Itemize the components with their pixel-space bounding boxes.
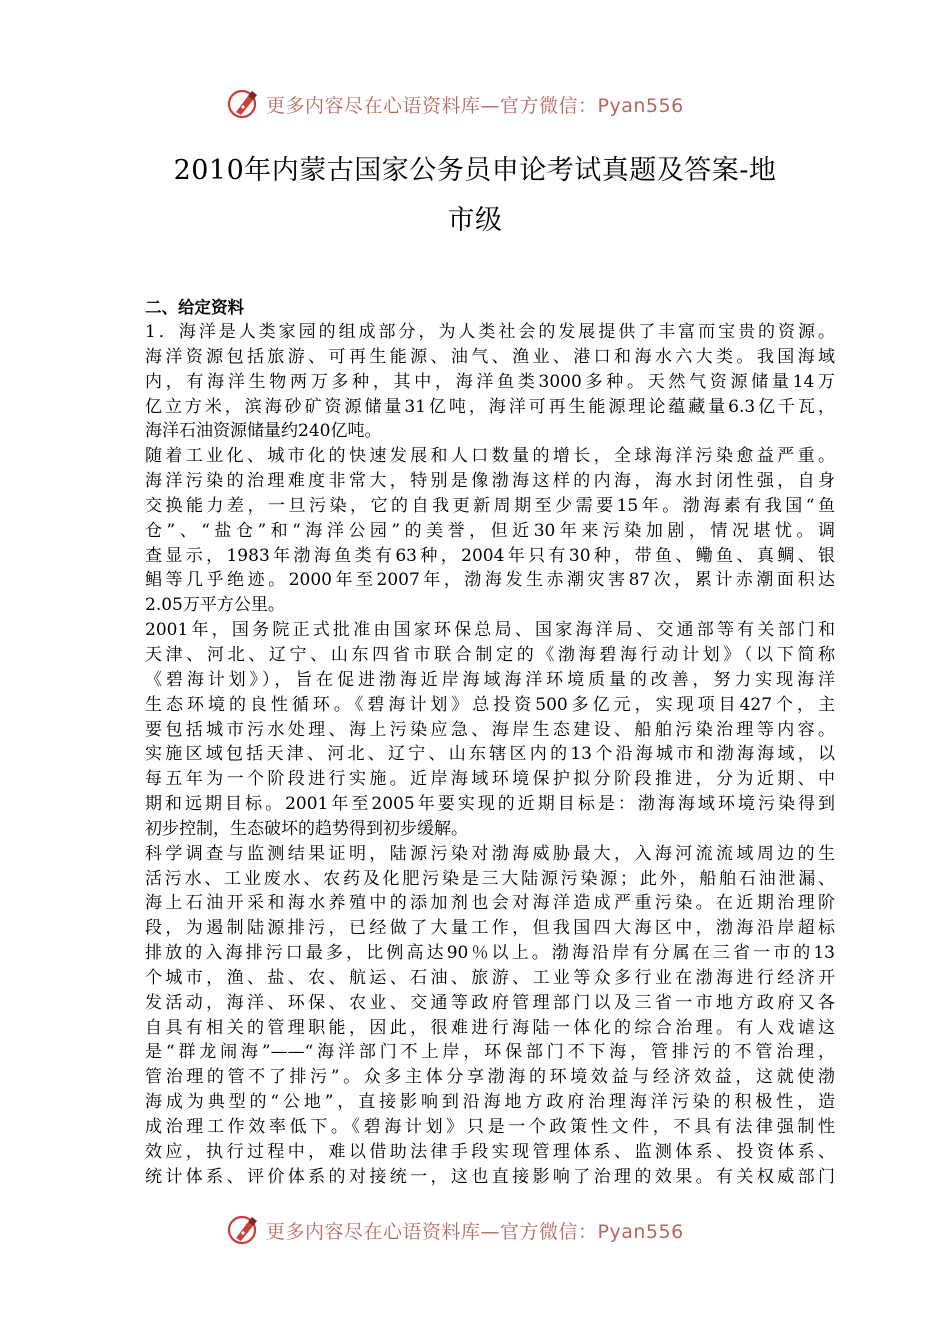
pen-nib-logo-icon — [226, 1212, 262, 1248]
document-title-line-2: 市级 — [447, 205, 503, 236]
text-line: 期和远期目标。2001年至2005年要实现的近期目标是：渤海海域环境污染得到 — [145, 794, 835, 815]
text-line: 1．海洋是人类家园的组成部分，为人类社会的发展提供了丰富而宝贵的资源。 — [145, 322, 835, 342]
watermark-text: 更多内容尽在心语资料库—官方微信：Pyan556 — [266, 1220, 684, 1243]
text-line: 成治理工作效率低下。《碧海计划》只是一个政策性文件，不具有法律强制性 — [145, 1117, 835, 1137]
text-line: 亿立方米，滨海砂矿资源储量31亿吨，海洋可再生能源理论蕴藏量6.3亿千瓦， — [145, 396, 835, 417]
text-line: 个城市，渔、盐、农、航运、石油、旅游、工业等众多行业在渤海进行经济开 — [145, 967, 835, 988]
pen-nib-logo-icon — [226, 86, 262, 122]
text-line: 活污水、工业废水、农药及化肥污染是三大陆源污染源；此外，船舶石油泄漏、 — [145, 868, 835, 889]
text-line: 发活动，海洋、环保、农业、交通等政府管理部门以及三省一市地方政府又各 — [145, 992, 835, 1013]
text-line: 要包括城市污水处理、海上污染应急、海岸生态建设、船舶污染治理等内容。 — [145, 719, 835, 740]
text-line: 海洋石油资源储量约240亿吨。 — [145, 421, 382, 442]
text-line: 生态环境的良性循环。《碧海计划》总投资500多亿元，实现项目427个，主 — [145, 694, 835, 715]
text-line: 是“群龙闹海”——“海洋部门不上岸，环保部门不下海，管排污的不管治理， — [145, 1042, 835, 1063]
text-line: 初步控制，生态破坏的趋势得到初步缓解。 — [145, 818, 468, 839]
text-line: 2.05万平方公里。 — [145, 595, 285, 616]
text-line: 统计体系、评价体系的对接统一，这也直接影响了治理的效果。有关权威部门 — [145, 1166, 835, 1187]
text-line: 仓”、“盐仓”和“海洋公园”的美誉，但近30年来污染加剧，情况堪忧。调 — [145, 520, 835, 541]
document-title-line-1: 2010年内蒙古国家公务员申论考试真题及答案-地 — [173, 155, 777, 186]
text-line: 随着工业化、城市化的快速发展和人口数量的增长，全球海洋污染愈益严重。 — [145, 446, 835, 467]
text-line: 交换能力差，一旦污染，它的自我更新周期至少需要15年。渤海素有我国“鱼 — [145, 495, 835, 516]
watermark-banner-bottom — [226, 1210, 684, 1250]
document-body — [145, 296, 835, 1190]
text-line: 查显示，1983年渤海鱼类有63种，2004年只有30种，带鱼、鳓鱼、真鲷、银 — [145, 545, 835, 566]
text-line: 排放的入海排污口最多，比例高达90％以上。渤海沿岸有分属在三省一市的13 — [145, 943, 835, 964]
text-line: 《碧海计划》），旨在促进渤海近岸海域海洋环境质量的改善，努力实现海洋 — [145, 669, 835, 690]
text-line: 实施区域包括天津、河北、辽宁、山东辖区内的13个沿海城市和渤海海域，以 — [145, 744, 835, 765]
text-line: 天津、河北、辽宁、山东四省市联合制定的《渤海碧海行动计划》（以下简称 — [145, 644, 835, 665]
watermark-banner-top — [226, 84, 684, 124]
text-line: 每五年为一个阶段进行实施。近岸海域环境保护拟分阶段推进，分为近期、中 — [145, 769, 835, 790]
text-line: 海洋污染的治理难度非常大，特别是像渤海这样的内海，海水封闭性强，自身 — [145, 471, 835, 492]
text-line: 效应，执行过程中，难以借助法律手段实现管理体系、监测体系、投资体系、 — [145, 1141, 835, 1162]
text-line: 海上石油开采和海水养殖中的添加剂也会对海洋造成严重污染。在近期治理阶 — [145, 893, 835, 914]
text-line: 鲳等几乎绝迹。2000年至2007年，渤海发生赤潮灾害87次，累计赤潮面积达 — [145, 570, 835, 591]
section-heading: 二、给定资料 — [145, 298, 244, 317]
text-line: 内，有海洋生物两万多种，其中，海洋鱼类3000多种。天然气资源储量14万 — [145, 371, 835, 392]
text-line: 海洋资源包括旅游、可再生能源、油气、渔业、港口和海水六大类。我国海域 — [145, 346, 835, 367]
watermark-text: 更多内容尽在心语资料库—官方微信：Pyan556 — [266, 94, 684, 117]
text-line: 管治理的管不了排污”。众多主体分享渤海的环境效益与经济效益，这就使渤 — [145, 1067, 835, 1088]
text-line: 科学调查与监测结果证明，陆源污染对渤海威胁最大，入海河流流域周边的生 — [145, 843, 835, 864]
text-line: 段，为遏制陆源排污，已经做了大量工作，但我国四大海区中，渤海沿岸超标 — [145, 918, 835, 939]
text-line: 自具有相关的管理职能，因此，很难进行海陆一体化的综合治理。有人戏谑这 — [145, 1017, 835, 1038]
text-line: 海成为典型的“公地”，直接影响到沿海地方政府治理海洋污染的积极性，造 — [145, 1092, 835, 1113]
text-line: 2001年，国务院正式批准由国家环保总局、国家海洋局、交通部等有关部门和 — [145, 620, 835, 641]
